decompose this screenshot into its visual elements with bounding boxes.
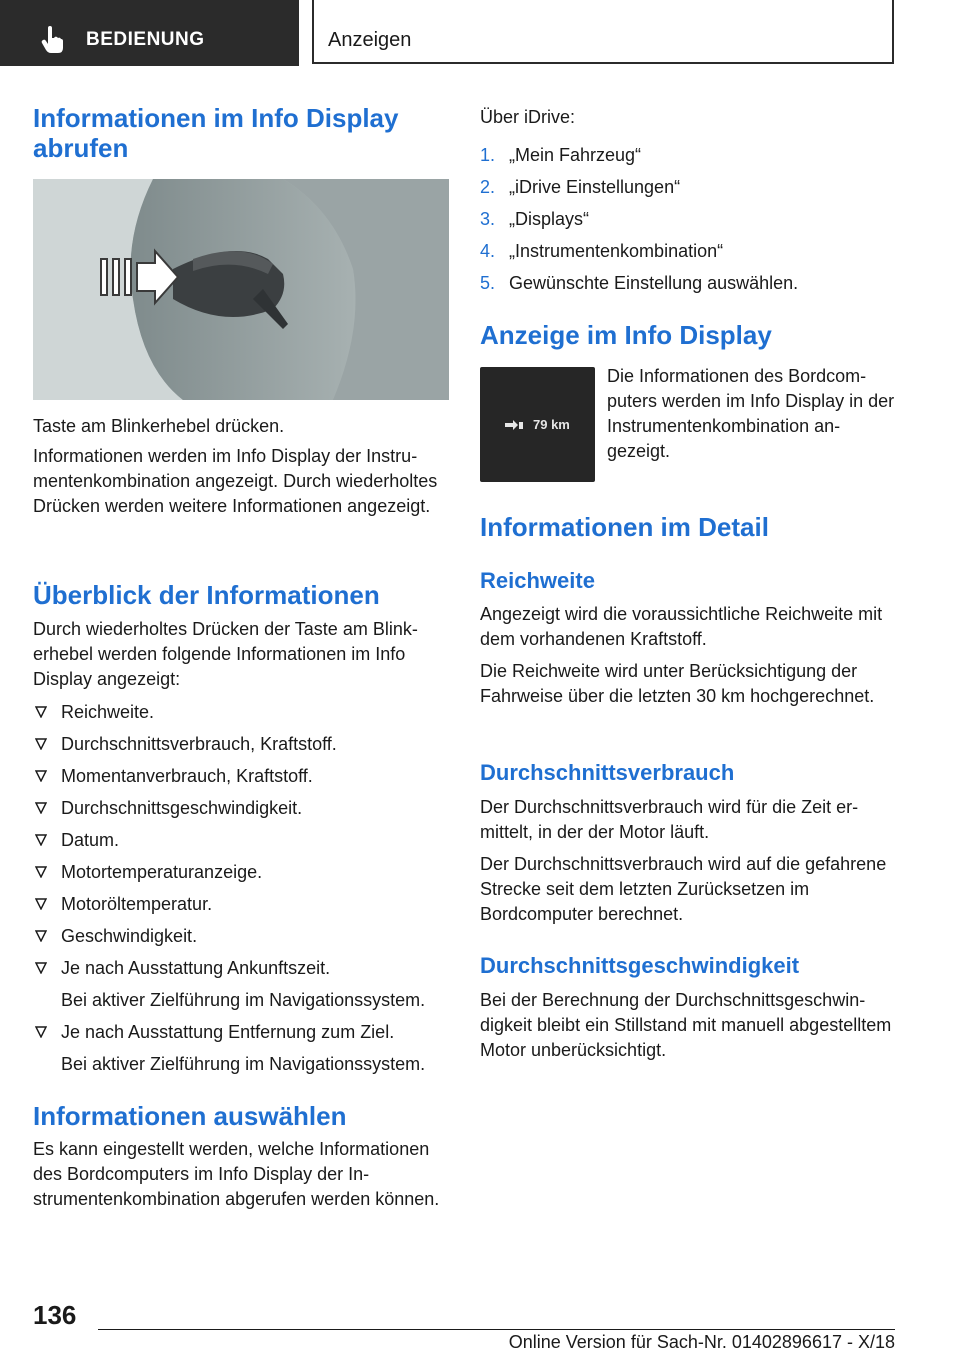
overview-paragraph: Durch wiederholtes Drücken der Taste am Blinkerhebel werden folgende Informationen im Info Display angezeigt: <box>33 619 418 689</box>
triangle-bullet-icon <box>35 1026 47 1038</box>
select-paragraph: Es kann eingestellt werden, welche Informationen des Bordcomputers im Info Display der Instrumentenkombination abgerufen werden können. <box>33 1139 440 1209</box>
triangle-bullet-icon <box>35 930 47 942</box>
heading-durchschnittsgeschwindigkeit: Durchschnittsgeschwindigkeit <box>480 953 800 978</box>
section-tab <box>0 0 299 66</box>
avgspeed-paragraph: Bei der Berechnung der Durchschnittsgeschwindigkeit bleibt ein Stillstand mit manuell abgestelltem Motor unberücksichtigt. <box>480 990 892 1060</box>
range-value: 79 km <box>533 417 570 432</box>
list-item: Motortemperaturanzeige. <box>33 860 449 885</box>
avgcons-paragraph-1: Der Durchschnittsverbrauch wird für die Zeit ermittelt, in der der Motor läuft. <box>480 797 859 842</box>
triangle-bullet-icon <box>35 770 47 782</box>
range-paragraph-2: Die Reichweite wird unter Berücksichtigung der Fahrweise über die letzten 30 km hochgerechnet. <box>480 661 875 706</box>
list-item: Je nach Ausstattung Entfernung zum Ziel. Bei aktiver Zielführung im Navigationssystem. <box>33 1020 449 1077</box>
list-item: 2. „iDrive Einstellungen“ <box>480 177 681 197</box>
range-paragraph-1: Angezeigt wird die voraussichtliche Reichweite mit dem vorhandenen Kraftstoff. <box>480 604 883 649</box>
list-item: 3. „Displays“ <box>480 209 590 229</box>
info-display-screen <box>480 367 595 482</box>
range-icon <box>504 419 524 431</box>
list-item: Datum. <box>33 828 449 853</box>
heading-anzeige: Anzeige im Info Display <box>480 320 772 350</box>
section-tab-label: BEDIENUNG <box>86 29 205 50</box>
footer-version: Online Version für Sach-Nr. 01402896617 - X/18 <box>508 1332 895 1352</box>
idrive-label: Über iDrive: <box>480 107 576 127</box>
list-item: Je nach Ausstattung Ankunftszeit. Bei aktiver Zielführung im Navigationssystem. <box>33 956 449 1013</box>
intro-paragraph: Informationen werden im Info Display der Instrumentenkombination angezeigt. Durch wiederholtes Drücken werden weitere Informationen angezeigt. <box>33 446 438 516</box>
overview-list <box>33 700 449 1084</box>
heading-durchschnittsverbrauch: Durchschnittsverbrauch <box>480 760 735 785</box>
list-item: Momentanverbrauch, Kraftstoff. <box>33 764 449 789</box>
display-paragraph: Die Informationen des Bordcomputers werden im Info Display in der Instrumentenkombination angezeigt. <box>607 366 895 461</box>
list-item: Reichweite. <box>33 700 449 725</box>
triangle-bullet-icon <box>35 962 47 974</box>
triangle-bullet-icon <box>35 802 47 814</box>
footer-divider <box>98 1329 895 1330</box>
list-item: Motoröltemperatur. <box>33 892 449 917</box>
image-caption: Taste am Blinkerhebel drücken. <box>33 416 285 436</box>
triangle-bullet-icon <box>35 738 47 750</box>
list-item: Geschwindigkeit. <box>33 924 449 949</box>
list-item: 5. Gewünschte Einstellung auswählen. <box>480 273 799 293</box>
avgcons-paragraph-2: Der Durchschnittsverbrauch wird auf die gefahrene Strecke seit dem letzten Zurücksetzen im Bordcomputer berechnet. <box>480 854 887 924</box>
heading-reichweite: Reichweite <box>480 568 595 593</box>
triangle-bullet-icon <box>35 706 47 718</box>
triangle-bullet-icon <box>35 834 47 846</box>
breadcrumb-label: Anzeigen <box>328 29 412 51</box>
idrive-steps <box>480 143 895 303</box>
list-item: Durchschnittsverbrauch, Kraftstoff. <box>33 732 449 757</box>
hand-pointer-icon <box>40 26 66 54</box>
list-item: Durchschnittsgeschwindigkeit. <box>33 796 449 821</box>
triangle-bullet-icon <box>35 898 47 910</box>
list-item: 4. „Instrumentenkombination“ <box>480 241 724 261</box>
triangle-bullet-icon <box>35 866 47 878</box>
list-item: 1. „Mein Fahrzeug“ <box>480 145 642 165</box>
heading-ueberblick: Überblick der Informationen <box>33 580 380 610</box>
heading-auswaehlen: Informationen auswählen <box>33 1101 347 1131</box>
heading-info-display-abrufen: Informationen im Info Display abrufen <box>33 103 399 163</box>
list-item-note: Bei aktiver Zielführung im Navigationssystem. <box>61 990 426 1010</box>
page-number: 136 <box>33 1300 77 1330</box>
heading-detail: Informationen im Detail <box>480 512 769 542</box>
turn-signal-lever-illustration <box>33 179 449 400</box>
breadcrumb <box>312 0 894 64</box>
list-item-note: Bei aktiver Zielführung im Navigationssystem. <box>61 1054 426 1074</box>
